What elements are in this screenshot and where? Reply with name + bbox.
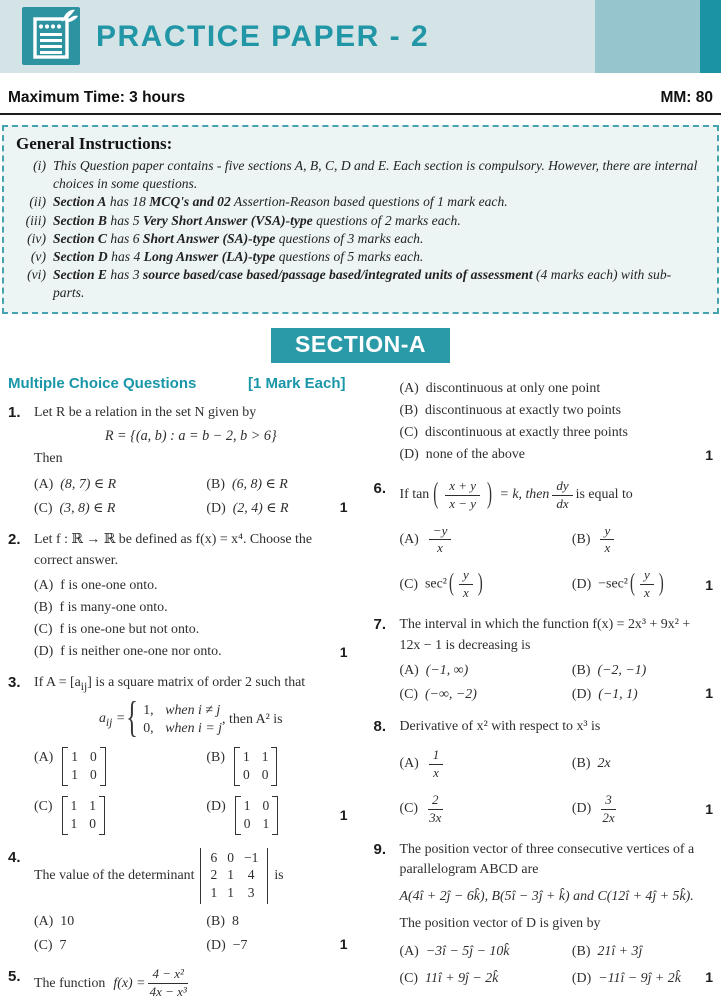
option-d: (D) 1 0 0 1 [206, 796, 333, 835]
option-d: (D) $\frac{3}{2x}$ [571, 791, 615, 825]
fraction: $\frac{\text{4 − x²}}{\text{4x − x³}}$ [149, 966, 187, 1000]
question-6: 6. If tan ( $\frac{x + y}{x - y}$ ) = k, then $\frac{dy}{dx}$ is equal to (A) $\frac{-y}{x}$ (B) $\frac{y}{x}$ (C) sec² ( $\frac{y}{x}$ ) (D) −sec²( $\frac{y}{x}$ ) 1 [374, 479, 714, 602]
option-b: (B) 21î + 3ĵ [571, 944, 643, 960]
option-b: (B) 1 1 0 0 [206, 747, 347, 786]
option-c: (C) (−∞, −2) [399, 686, 477, 702]
practice-paper-document-icon [22, 7, 80, 65]
option-a: (A) 10 [34, 914, 75, 930]
instruction-item: (ii) Section A has 18 MCQ's and 02 Assertion-Reason based questions of 1 mark each. [29, 194, 508, 210]
option-c: (C) 7 [34, 938, 67, 954]
question-text: The function f(x) = $\frac{\text{4 − x²}}{\text{4x − x³}}$ [34, 966, 187, 1000]
question-text: If $A = [a_{ij}]$ is a square matrix of order 2 such that [34, 675, 306, 693]
mcq-heading: Multiple Choice Questions [8, 374, 197, 392]
mark: 1 [705, 801, 713, 818]
option-c: (C) f is one-one but not onto. [34, 622, 200, 638]
option-b: (B) (6, 8) ∈ R [206, 477, 288, 493]
section-a-title: SECTION-A [271, 328, 450, 363]
option-a: (A) (8, 7) ∈ R [34, 477, 117, 493]
question-formula: A(4î + 2ĵ − 6k̂), B(5î − 3ĵ + k̂) and C(12î + 4ĵ + 5k̂). [399, 889, 694, 905]
option-d: (D) (2, 4) ∈ R [206, 501, 289, 517]
option-a: (A) $\frac{1}{x}$ [400, 748, 572, 781]
document-quill-icon [22, 7, 80, 65]
mark: 1 [339, 936, 348, 953]
option-d: (D) (−1, 1) [571, 686, 638, 702]
option-b: (B) (−2, −1) [571, 662, 647, 678]
option-d: (D) −7 [206, 938, 248, 954]
question-4: 4. The value of the determinant 6 0 −1 2 1 4 1 1 3 is (A) 10 (B) 8 (C) 7 (D) −7 1 [8, 848, 348, 954]
option-c: (C) 11î + 9ĵ − 2k̂ [399, 971, 499, 987]
page-title: PRACTICE PAPER - 2 [96, 19, 430, 53]
option-a: (A) discontinuous at only one point [399, 380, 601, 396]
option-b: (B) 2x [571, 756, 611, 772]
divider-rule [0, 113, 721, 115]
mark: 1 [705, 446, 713, 463]
option-a: (A) f is one-one onto. [34, 578, 158, 594]
question-text: The interval in which the function f(x) = 2x³ + 9x² + 12x − 1 is decreasing is [399, 617, 691, 654]
mark: 1 [705, 576, 713, 593]
right-column [374, 375, 714, 1000]
question-1: 1. Let R be a relation in the set N given by R = {(a, b) : a = b − 2, b > 6} Then (A) (8, 7) ∈ R (B) (6, 8) ∈ R (C) (3, 8) ∈ R (D) (2, 4) ∈ R 1 [8, 403, 348, 517]
question-5: 5. The function f(x) = $\frac{\text{4 − x²}}{\text{4x − x³}}$ [8, 967, 348, 1000]
instruction-item: (iv) Section C has 6 Short Answer (SA)-type questions of 3 marks each. [27, 230, 424, 246]
option-a: (A) −3î − 5ĵ − 10k̂ [399, 944, 510, 960]
question-9: 9. The position vector of three consecutive vertices of a parallelogram ABCD are A(4î + 2ĵ − 6k̂), B(5î − 3ĵ + k̂) and C(12î + 4ĵ + 5k̂). The position vector of D is given by (A) −3î − 5ĵ − 10k̂ (B) 21î + 3ĵ (C) 11î + 9ĵ − 2k̂ (D) −11î − 9ĵ + 2k̂ 1 [373, 840, 713, 987]
mark: 1 [339, 644, 348, 661]
question-text: Derivative of x² with respect to x³ is [399, 718, 601, 734]
instructions-title: General Instructions: [16, 134, 173, 153]
option-d: (D) −11î − 9ĵ + 2k̂ [571, 971, 681, 987]
question-8: 8. Derivative of x² with respect to x³ is (A) $\frac{1}{x}$ (B) 2x (C) $\frac{2}{3x}$ (D) $\frac{3}{2x}$ 1 [373, 717, 713, 825]
question-text: Let f : ℝ → ℝ be defined as f(x) = x⁴. Choose the correct answer. [34, 532, 313, 569]
option-b: (B) f is many-one onto. [34, 600, 168, 616]
general-instructions-box [2, 125, 719, 314]
option-a: (A) (−1, ∞) [399, 662, 469, 678]
mark: 1 [339, 807, 348, 824]
mark: 1 [705, 684, 713, 701]
option-b: (B) 8 [206, 914, 239, 930]
mcq-marks-label: [1 Mark Each] [247, 374, 346, 392]
option-c: (C) (3, 8) ∈ R [34, 501, 116, 517]
mark: 1 [705, 969, 713, 986]
question-text: The value of the determinant 6 0 −1 2 1 4 1 1 3 is [34, 848, 348, 905]
cases-formula: $a_{ij}$ = { 1, when i ≠ j 0, when i = j , then A² is [34, 703, 348, 737]
option-d: (D) −sec²( $\frac{y}{x}$ ) [572, 568, 699, 601]
question-text: If tan ( $\frac{x + y}{x - y}$ ) = k, then $\frac{dy}{dx}$ is equal to [400, 479, 714, 512]
instruction-item: (v) Section D has 4 Long Answer (LA)-type questions of 5 marks each. [30, 249, 424, 265]
option-c: (C) discontinuous at exactly three points [399, 424, 628, 440]
option-a: (A) 1 0 1 0 [34, 747, 206, 786]
option-c: (C) $\frac{2}{3x}$ [399, 791, 442, 825]
left-column [8, 375, 348, 1000]
instruction-item: (iii) Section B has 5 Very Short Answer (VSA)-type questions of 2 marks each. [25, 212, 461, 228]
option-b: (B) $\frac{y}{x}$ [572, 524, 713, 557]
option-b: (B) discontinuous at exactly two points [399, 402, 622, 418]
question-7: 7. The interval in which the function f(x) = 2x³ + 9x² + 12x − 1 is decreasing is (A) (−1, ∞) (B) (−2, −1) (C) (−∞, −2) (D) (−1, 1) 1 [373, 616, 713, 702]
question-formula: R = {(a, b) : a = b − 2, b > 6} [104, 428, 277, 445]
question-3: 3. If $A = [a_{ij}]$ is a square matrix of order 2 such that $a_{ij}$ = { 1, when i ≠ j 0, when i = j , then A² is (A) 1 0 1 0 (B) 1 1 0 0 (C) 1 1 1 0 (D) 1 0 0 1 1 [8, 673, 348, 835]
mark: 1 [339, 499, 348, 516]
banner-accent-stripe [700, 0, 721, 73]
question-5-options [374, 375, 714, 463]
question-text: Let R be a relation in the set N given by [34, 404, 257, 420]
header-banner [0, 0, 721, 73]
question-2: 2. Let f : ℝ → ℝ be defined as f(x) = x⁴. Choose the correct answer. (A) f is one-one onto. (B) f is many-one onto. (C) f is one-one but not onto. (D) f is neither one-one nor onto. 1 [8, 531, 348, 661]
max-time-label: Maximum Time: 3 hours [8, 89, 186, 106]
max-marks-label: MM: 80 [660, 89, 713, 106]
option-d: (D) f is neither one-one nor onto. 1 [34, 644, 348, 661]
instruction-item: (i) This Question paper contains - five sections A, B, C, D and E. Each section is compulsory. However, there are internal choices in some questions. [33, 158, 698, 192]
option-a: (A) $\frac{-y}{x}$ [400, 524, 572, 557]
option-c: (C) 1 1 1 0 [34, 796, 206, 835]
option-c: (C) sec² ( $\frac{y}{x}$ ) [400, 568, 572, 601]
question-text: The position vector of three consecutive vertices of a parallelogram ABCD are [399, 841, 695, 878]
determinant: 6 0 −1 2 1 4 1 1 3 [200, 848, 268, 905]
option-d: (D) none of the above 1 [399, 446, 713, 463]
instruction-item: (vi) Section E has 3 source based/case based/passage based/integrated units of assessment (4 marks each) with sub- parts. [27, 267, 672, 301]
banner-accent-block [595, 0, 700, 73]
